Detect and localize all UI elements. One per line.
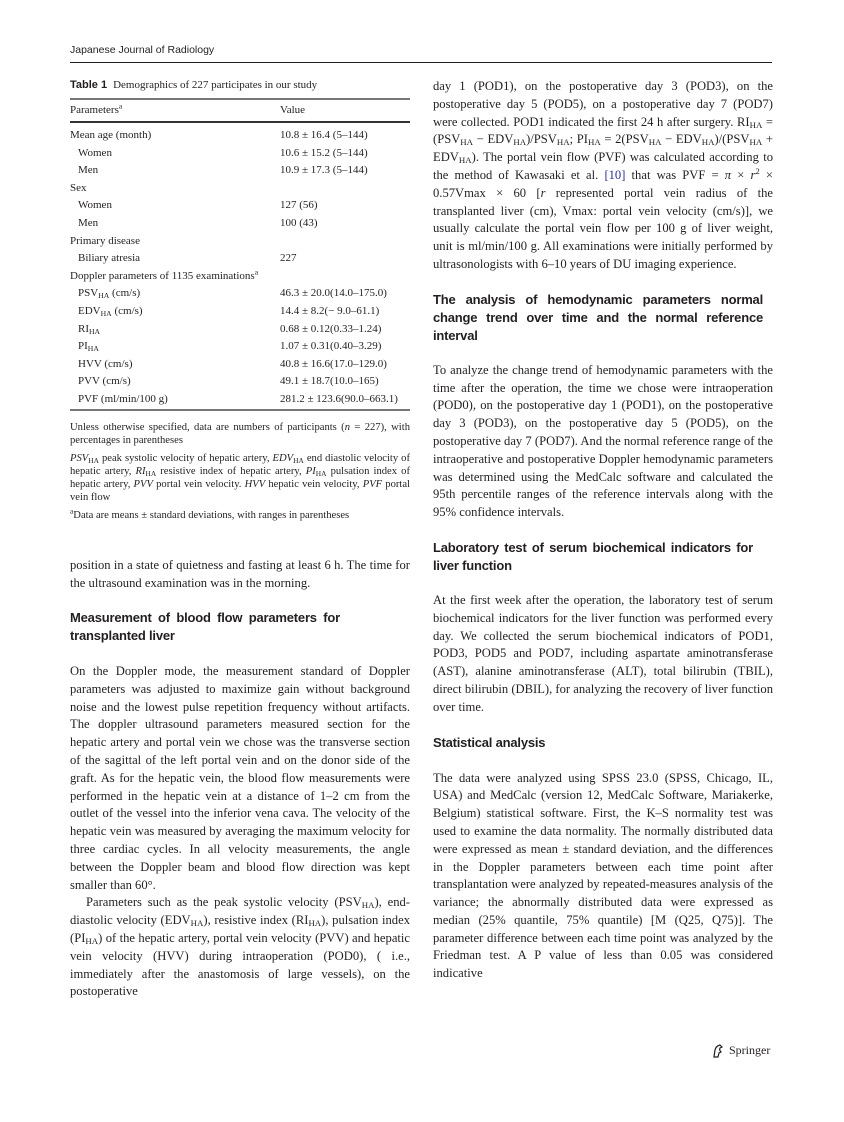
- table-row: [70, 321, 410, 339]
- paragraph: To analyze the change trend of hemodynamic parameters with the time after the operation, the time we chose were intraoperation (POD0), on the postoperative day 1 (POD1), on the postoperative day 3 (POD3), on the postoperative day 5 (POD5), on the postoperative day 7 (POD7). And the normal reference range of the intraoperative and postoperative Doppler hemodynamic parameters was determined using the MedCalc software and calculated the 95th percentile ranges of the reference intervals along with the 95% confidence intervals.: [433, 362, 773, 520]
- header-rule: [70, 62, 772, 63]
- table-row: [70, 197, 410, 215]
- value-cell: 100 (43): [280, 216, 318, 229]
- table-row: [70, 233, 410, 251]
- table-row: [70, 122, 410, 145]
- column-header-value: Value: [280, 99, 410, 122]
- section-heading: Measurement of blood flow parameters for transplanted liver: [70, 610, 340, 643]
- paragraph: The data were analyzed using SPSS 23.0 (SPSS, Chicago, IL, USA) and MedCalc (version 12, MedCalc Software, Mariakerke, Belgium) statistical software. First, the K–S normality test was used to examine the data normality. The normally distributed data were expressed as mean ± standard deviation, and the differences in the Doppler parameters between each time point after transplantation were analyzed by repeated-measures analysis of the variance; the abnormally distributed data were expressed as median (25% quantile, 75% quantile) [M (Q25, Q75)]. The parameter difference between each time point was analyzed by the Friedman test. A P value of less than 0.05 was considered indicative: [433, 770, 773, 981]
- column-header-parameters: Parameters$^a$: [70, 99, 280, 122]
- citation-link[interactable]: [10]: [604, 167, 626, 182]
- paragraph: day 1 (POD1), on the postoperative day 3 (POD3), on the postoperative day 5 (POD5), on a postoperative day 7 (POD7) were collected. POD1 indicated the first 24 h after surgery. $RI_{HA} = (PSV_{HA} - EDV_{HA})/PSV_{HA}$; $PI_{HA} = 2(PSV_{HA} - EDV_{HA})/(PSV_{HA} + EDV_{HA})$. The portal vein flow (PVF) was calculated according to the method of Kawasaki et al. [10] that was PVF = $\pi \times r^2 \times 0.57Vmax \times 60$ [r represented portal vein radius of the transplanted liver (cm), Vmax: portal vein velocity (cm/s)], we usually calculate the portal vein flow per 100 g of liver weight, unit is ml/min/100 g. All examinations were initially performed by ultrasonologists with 6–10 years of DU imaging experience.: [433, 79, 774, 271]
- demographics-table: [70, 98, 410, 411]
- table-row: [70, 285, 410, 303]
- left-column-section: [70, 609, 410, 1001]
- parameter-cell: Sex: [70, 181, 87, 194]
- value-cell: 10.9 ± 17.3 (5–144): [280, 164, 368, 177]
- parameter-cell: Mean age (month): [70, 129, 152, 141]
- table-note: Unless otherwise specified, data are numbers of participants (n = 227), with percentages in parentheses: [70, 422, 410, 446]
- table-label: Table 1: [70, 79, 108, 91]
- value-cell: 1.07 ± 0.31(0.40–3.29): [280, 340, 382, 353]
- paragraph: position in a state of quietness and fasting at least 6 h. The time for the ultrasound examination was in the morning.: [70, 558, 410, 590]
- value-cell: 14.4 ± 8.2(− 9.0–61.1): [280, 304, 380, 317]
- section-heading: The analysis of hemodynamic parameters normal change trend over time and the normal reference interval: [433, 291, 763, 343]
- paragraph: At the first week after the operation, the laboratory test of serum biochemical indicators for the liver function was performed every day. We collected the serum biochemical indicators of POD1, POD3, POD5 and POD7, including aspartate aminotransferase (AST), alanine aminotransferase (ALT), total bilirubin (TBIL), direct bilirubin (DBIL), for analyzing the recovery of liver function over time.: [433, 592, 773, 714]
- value-cell: 227: [280, 252, 297, 265]
- value-cell: 46.3 ± 20.0(14.0–175.0): [280, 287, 387, 300]
- journal-name: Japanese Journal of Radiology: [70, 44, 215, 56]
- table-row: [70, 180, 410, 198]
- paragraph: On the Doppler mode, the measurement standard of Doppler parameters was adjusted to maximize gain without background noise and the lowest pulse repetition frequency without artifacts. The doppler ultrasound parameters measured section for the hepatic artery and portal vein we chose was the transverse section of the sagittal of the left portal vein and on the donor side of the graft. As for the hepatic vein, the blood flow measurements were performed in the hepatic vein at a distance of 1–2 cm from the outlet of the vessel into the inferior vena cava. The velocity of the hepatic vein was measured by averaging the maximum velocity for three cardiac cycles. In all velocity measurements, the angle between the Doppler beam and blood flow direction was kept smaller than 60°.: [70, 664, 410, 892]
- value-cell: 281.2 ± 123.6(90.0–663.1): [280, 391, 410, 410]
- parameter-cell: PVV (cm/s): [78, 375, 131, 388]
- section-heading: Laboratory test of serum biochemical indicators for liver function: [433, 539, 753, 573]
- table-row: [70, 391, 410, 410]
- parameter-cell: Women: [78, 146, 112, 159]
- value-cell: 10.6 ± 15.2 (5–144): [280, 146, 368, 159]
- value-cell: 49.1 ± 18.7(10.0–165): [280, 375, 379, 388]
- table-row: [70, 162, 410, 180]
- table-caption: [70, 79, 410, 91]
- table-row: [70, 215, 410, 233]
- parameter-cell: $PSV_{HA}$ (cm/s): [78, 287, 141, 301]
- value-cell: [280, 233, 410, 251]
- section-heading: Statistical analysis: [433, 734, 546, 750]
- table-row: [70, 250, 410, 268]
- table-note: $^a$Data are means ± standard deviations, with ranges in parentheses: [70, 506, 350, 521]
- table-title: Demographics of 227 participates in our study: [113, 79, 318, 91]
- parameter-cell: Biliary atresia: [78, 252, 141, 265]
- parameter-cell: HVV (cm/s): [78, 357, 133, 370]
- table-row: [70, 145, 410, 163]
- table-row: [70, 356, 410, 374]
- parameter-cell: $PI_{HA}$: [78, 340, 99, 354]
- parameter-cell: Men: [78, 164, 99, 177]
- value-cell: 127 (56): [280, 199, 318, 212]
- paragraph: Parameters such as the peak systolic velocity $(PSV_{HA})$, end-diastolic velocity $(EDV_{HA})$, resistive index $(RI_{HA})$, pulsation index $(PI_{HA})$ of the hepatic artery, portal vein velocity (PVV) and hepatic vein velocity (HVV) during intraoperation (POD0), ( i.e., immediately after the anastomosis of large vessels), on the postoperative: [70, 895, 410, 999]
- value-cell: [280, 180, 410, 198]
- parameter-cell: Doppler parameters of 1135 examinations$^a$: [70, 267, 259, 282]
- table-note: $PSV_{HA}$ peak systolic velocity of hepatic artery, $EDV_{HA}$ end diastolic velocity of hepatic artery, $RI_{HA}$ resistive index of hepatic artery, $PI_{HA}$ pulsation index of hepatic artery, PVV portal vein velocity. HVV hepatic vein velocity, PVF portal vein flow: [70, 453, 410, 503]
- parameter-cell: Primary disease: [70, 234, 140, 247]
- parameter-cell: $RI_{HA}$: [78, 322, 101, 336]
- value-cell: [280, 268, 410, 286]
- table-row: [70, 338, 410, 356]
- parameter-cell: Men: [78, 216, 99, 229]
- table-row: [70, 268, 410, 286]
- springer-horse-icon: [711, 1044, 725, 1058]
- publisher-logo: [711, 1043, 770, 1058]
- parameter-cell: PVF (ml/min/100 g): [70, 391, 280, 410]
- value-cell: 0.68 ± 0.12(0.33–1.24): [280, 322, 382, 335]
- table-footnotes: [70, 421, 410, 527]
- left-column-continued: [70, 557, 410, 593]
- value-cell: 10.8 ± 16.4 (5–144): [280, 129, 368, 141]
- right-column: [433, 78, 773, 983]
- parameter-cell: $EDV_{HA}$ (cm/s): [78, 304, 143, 318]
- table-row: [70, 303, 410, 321]
- value-cell: 40.8 ± 16.6(17.0–129.0): [280, 357, 387, 370]
- table-row: [70, 373, 410, 391]
- parameter-cell: Women: [78, 199, 112, 212]
- publisher-name: Springer: [729, 1043, 771, 1057]
